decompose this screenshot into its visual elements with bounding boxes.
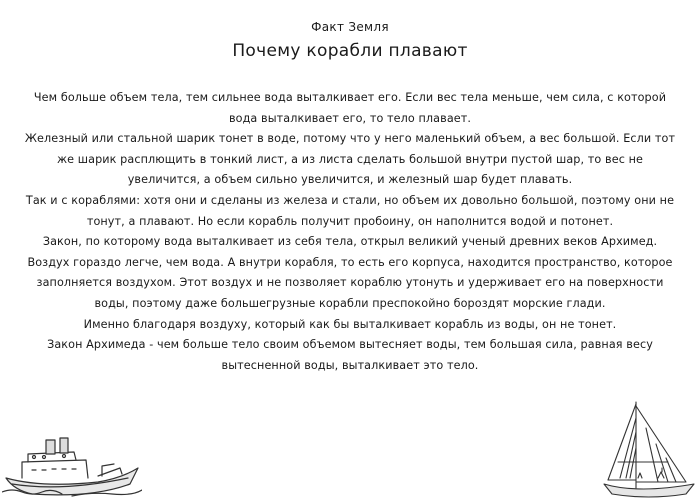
paragraph-4: Закон, по которому вода выталкивает из себя тела, открыл великий ученый древних веков Архимед. Воздух гораздо легче, чем вода. А внутри корабля, то есть его корпуса, находится пространство, которое заполняется воздухом. Этот воздух и не позволяет кораблю утонуть и удерживает его на поверхности воды, поэтому даже большегрузные корабли преспокойно бороздят морские глади. — [27, 235, 673, 310]
paragraph-6: Закон Архимеда - чем больше тело своим объемом вытесняет воды, тем большая сила, равная весу вытесненной воды, выталкивает это тело. — [47, 338, 653, 372]
sailboat-icon — [598, 398, 698, 500]
paragraph-2: Железный или стальной шарик тонет в воде, потому что у него маленький объем, а вес большой. Если тот же шарик расплющить в тонкий лист, а из листа сделать большой внутри пустой шар, то вес не увеличится, а объем сильно увеличится, и железный шар будет плавать. — [24, 132, 676, 187]
paragraph-3: Так и с кораблями: хотя они и сделаны из железа и стали, но объем их довольно большой, поэтому они не тонут, а плавают. Но если корабль получит пробоину, он наполнится водой и потонет. — [25, 193, 675, 228]
paragraph-1: Чем больше объем тела, тем сильнее вода выталкивает его. Если вес тела меньше, чем сила, с которой вода выталкивает его, то тело плавает. — [33, 91, 667, 125]
header-kicker: Факт Земля — [311, 20, 389, 34]
page-title: Почему корабли плавают — [232, 41, 468, 61]
steamship-icon — [2, 432, 142, 500]
article-body — [22, 88, 678, 376]
paragraph-5: Именно благодаря воздуху, который как бы выталкивает корабль из воды, он не тонет. — [83, 317, 617, 331]
